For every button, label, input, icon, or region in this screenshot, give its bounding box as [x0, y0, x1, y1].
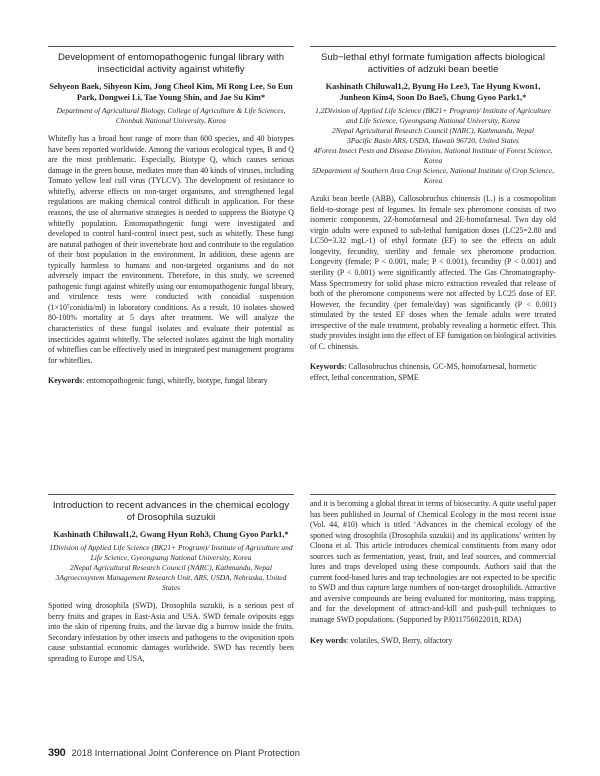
affiliation-list: [48, 543, 294, 593]
affiliation: 3Agroecosystem Management Research Unit, ARS, USDA, Nebraska, United States: [55, 573, 287, 593]
body-paragraph: Azuki bean beetle (ABB), Callosobruchus chinensis (L.) is a cosmopolitan field-to-storage pest of legumes. Its female sex pheromone consists of two isomeric components, 2Z-homofarnesal and 2E-homofarnesal. Two day old virgin adults were exposed to sub-lethal fumigation doses (LC25=2.80 and LC50=3.32 mgL-1) of ethyl formate (EF) to see the effects on adult longevity, fecundity, sterility and female sex pheromone production. Longevity (female; P < 0.001, male; P < 0.001), fecundity (P < 0.001) and sterility (P < 0.001) were significantly affected. The Gas Chromatography-Mass Spectrometry for solid phase micro extraction revealed that release of both of the pheromone components were not affected by LC25 dose of EF. However, the fecundity (per female/day) was significantly (P < 0.001) stimulated by the tested EF doses when the female adults were treated irrespective of the male treatment, probably revealing a hormetic effect. This study provides insight into the effect of EF fumigation on biological activities of C. chinensis.: [310, 194, 556, 351]
affiliation: 2Nepal Agricultural Research Council (NARC), Kathmandu, Nepal: [69, 563, 273, 573]
author-list: Sehyeon Baek, Sihyeon Kim, Jong Cheol Kim, Mi Rong Lee, So Eun Park, Dongwei Li, Tae Young Shin, and Jae Su Kim*: [49, 82, 293, 103]
keywords-line: [310, 362, 556, 383]
body-paragraph: and it is becoming a global threat in terms of biosecurity. A quite useful paper has been published in Journal of Chemical Ecology in the most recent issue (Vol. 44, #10) which is titled ‘Advances in the chemical ecology of the spotted wing drosophila (Drosophila suzukii) and its applications’ written by Cloona et al. This article introduces chemical constituents from many odor sources such as fermentation, yeast, fruit, and leaf sources, and commercial lures and traps developed using these compounds. Authors said that the current food-based lures and trap technologies are not expected to be specific to SWD and thus capture large numbers of non-target drosophilids. Attractive and aversive compounds are being evaluated for monitoring, mass trapping, and for the development of attract-and-kill and push-pull techniques to manage SWD populations. (Supported by PJ011756022018, RDA): [310, 499, 556, 625]
abstract-body: [48, 134, 294, 366]
divider: [48, 46, 294, 47]
abstract-2: [310, 46, 556, 383]
abstract-title: Sub−lethal ethyl formate fumigation affects biological activities of adzuki bean beetle: [320, 52, 546, 75]
abstract-title: Development of entomopathogenic fungal library with insecticidal activity against whitefly: [57, 52, 285, 75]
abstract-body: [310, 499, 556, 626]
affiliation: 5Department of Southern Area Crop Science, National Institute of Crop Science, Korea: [312, 166, 554, 186]
author-list: Kashinath Chiluwal1,2, Byung Ho Lee3, Tae Hyung Kwon1, Junheon Kim4, Soon Do Bae5, Chung Gyoo Park1,*: [325, 82, 541, 103]
affiliation: Department of Agricultural Biology, College of Agriculture & Life Sciences, Chonbuk National University, Korea: [56, 106, 286, 126]
abstract-body: [48, 601, 294, 664]
affiliation: 4Forest Insect Pests and Disease Division, National Institute of Forest Science, Korea: [313, 146, 553, 166]
keywords-line: [310, 636, 556, 647]
abstract-3-continued: [310, 494, 556, 646]
affiliation: 1,2Division of Applied Life Science (BK21+ Program)/ Institute of Agriculture and Life Science, Gyeongsang National University, Korea: [315, 106, 551, 126]
body-paragraph: Whitefly has a broad host range of more than 600 species, and 40 biotypes have been reported worldwide. Among the various ecological types, B and Q are the most problematic. Especially, Biotype Q, which causes serious damage in the green house, mediates more than 40 kinds of viruses, including Tomato yellow leaf cull virus (TYLCV). The development of resistance to whitefly, adverse effects on non-target organisms, and strengthened legal regulations are making chemical control difficult in application. For these reasons, the use of alternative strategies is needed to suppress the Biotype Q whitefly population. Entomopathogenic fungi were investigated and developed to control hard-control insect pest, such as whitefly. These fungi are natural pathogen of their invertebrate host and contribute to the regulation of their host population in the environment. In addition, these agents are typically harmless to humans and non-targeted organisms and do not adversely impact the environment. Therefore, in this study, we screened pathogenic fungi against whitefly using our entomopathogenic fungal library, and virulence tests were conducted with conoidial suspension (1×10⁷conidia/ml) in laboratory conditions. As a result, 10 isolates showed 80-100% mortality at 5 days after treatment. We will analyze the characteristics of these fungal isolates and evaluate their potential as insecticides against whitefly. The selected isolates against the high mortality of whiteflies can be effectively used in integrated pest management programs for whiteflies.: [48, 134, 294, 365]
abstract-1: [48, 46, 294, 387]
keywords-line: [48, 376, 294, 387]
body-paragraph: Spotted wing drosophila (SWD), Drosophila suzukii, is a serious pest of berry fruits and grapes in East-Asia and USA. SWD female oviposits eggs into the skin of ripening fruits, and the larvae dig a burrow inside the fruits. Secondary infestation by other insects and pathogens to the oviposition spots cause substantial economic damages worldwide. SWD has recently been spreading to Europe and USA,: [48, 601, 294, 663]
keywords-text: : volatiles, SWD, Berry, olfactory: [346, 635, 453, 645]
affiliation: 3Pacific Basin ARS, USDA, Hawaii 96720, United States: [347, 136, 519, 146]
divider: [310, 494, 556, 495]
abstract-body: [310, 194, 556, 352]
affiliation: 1Division of Applied Life Science (BK21+ Program)/ Institute of Agriculture and Life Science, Gyeongsang National University, Korea: [49, 543, 293, 563]
keywords-text: : Callosobruchus chinensis, GC-MS, homofarnesal, hormetic effect, lethal concentration, SPME: [310, 362, 537, 382]
divider: [48, 494, 294, 495]
abstract-3: [48, 494, 294, 664]
keywords-text: : entomopathogenic fungi, whitefly, biotype, fungal library: [82, 376, 268, 386]
keywords-label: Keywords: [48, 376, 83, 386]
conference-name: 2018 International Joint Conference on Plant Protection: [71, 748, 300, 758]
keywords-label: Keywords: [310, 362, 345, 372]
keywords-label: Key words: [310, 635, 347, 645]
page-footer: [48, 747, 300, 761]
affiliation-list: [310, 106, 556, 186]
divider: [310, 46, 556, 47]
author-list: Kashinath Chiluwal1,2, Gwang Hyun Roh3, Chung Gyoo Park1,*: [53, 530, 289, 540]
page-number: 390: [48, 747, 66, 759]
affiliation: 2Nepal Agricultural Research Council (NARC), Kathmandu, Nepal: [331, 126, 535, 136]
abstract-title: Introduction to recent advances in the chemical ecology of Drosophila suzukii: [52, 500, 290, 523]
